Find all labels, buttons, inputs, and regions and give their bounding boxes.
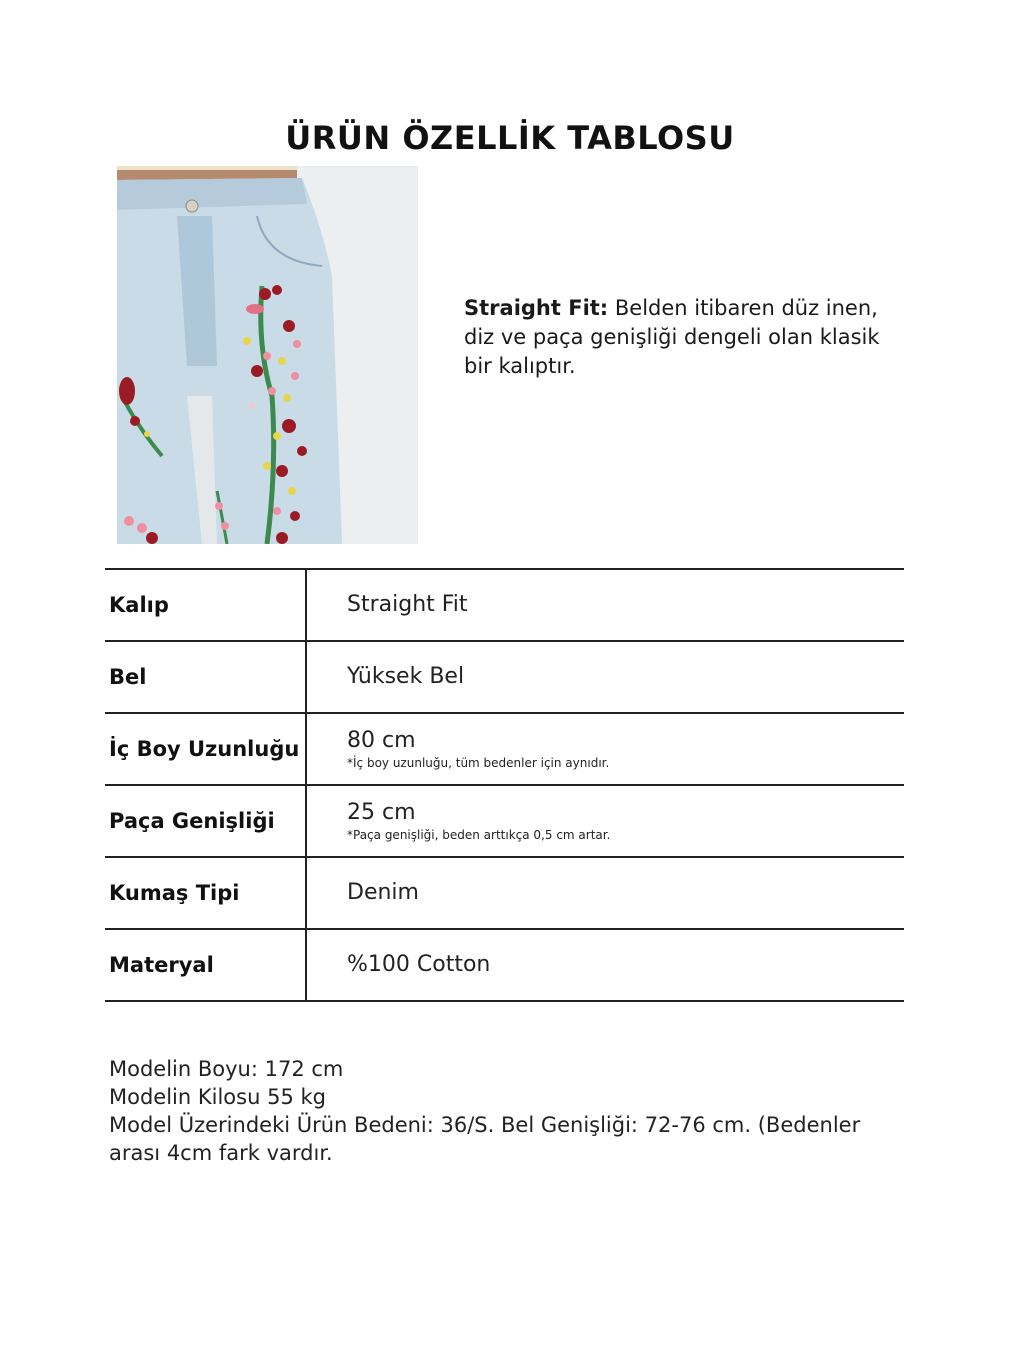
spec-value-main: Yüksek Bel bbox=[347, 664, 465, 689]
model-height: Modelin Boyu: 172 cm bbox=[109, 1057, 344, 1081]
model-info bbox=[109, 1055, 909, 1167]
spec-row-ic-boy bbox=[105, 712, 904, 784]
model-weight: Modelin Kilosu 55 kg bbox=[109, 1085, 326, 1109]
spec-table bbox=[105, 568, 904, 1002]
spec-value bbox=[347, 858, 419, 928]
spec-value bbox=[347, 714, 609, 784]
jeans-image-icon bbox=[117, 166, 418, 544]
spec-value bbox=[347, 786, 610, 856]
spec-value-note: *Paça genişliği, beden arttıkça 0,5 cm artar. bbox=[347, 828, 611, 842]
spec-value-main: Denim bbox=[347, 880, 419, 905]
fit-description-text: Belden itibaren düz inen, diz ve paça genişliği dengeli olan klasik bir kalıptır. bbox=[464, 296, 880, 378]
spec-label: Kalıp bbox=[105, 570, 307, 640]
spec-value-main: 80 cm bbox=[347, 728, 416, 753]
spec-label: Paça Genişliği bbox=[105, 786, 307, 856]
spec-value-note: *İç boy uzunluğu, tüm bedenler için aynıdır. bbox=[347, 756, 610, 770]
model-size: Model Üzerindeki Ürün Bedeni: 36/S. Bel Genişliği: 72-76 cm. (Bedenler arası 4cm fark vardır. bbox=[109, 1113, 861, 1165]
page-title: ÜRÜN ÖZELLİK TABLOSU bbox=[285, 119, 735, 158]
spec-value-main: 25 cm bbox=[347, 800, 416, 825]
fit-description bbox=[464, 294, 904, 381]
spec-row-kalip bbox=[105, 568, 904, 640]
product-photo bbox=[117, 166, 418, 544]
spec-label: İç Boy Uzunluğu bbox=[105, 714, 307, 784]
spec-row-kumas bbox=[105, 856, 904, 928]
spec-row-materyal bbox=[105, 928, 904, 1002]
spec-value-main: Straight Fit bbox=[347, 592, 468, 617]
fit-description-term: Straight Fit: bbox=[464, 296, 609, 320]
spec-value bbox=[347, 570, 468, 640]
spec-label: Kumaş Tipi bbox=[105, 858, 307, 928]
spec-label: Bel bbox=[105, 642, 307, 712]
spec-value-main: %100 Cotton bbox=[347, 952, 491, 977]
spec-value bbox=[347, 930, 490, 1000]
spec-value bbox=[347, 642, 464, 712]
spec-row-bel bbox=[105, 640, 904, 712]
spec-row-paca bbox=[105, 784, 904, 856]
spec-label: Materyal bbox=[105, 930, 307, 1000]
